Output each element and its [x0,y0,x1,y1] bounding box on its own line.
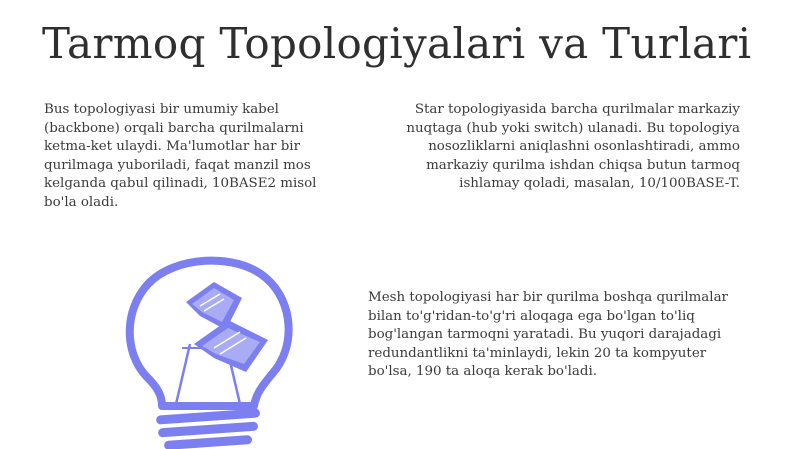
slide-title: Tarmoq Topologiyalari va Turlari [42,19,752,68]
lightbulb-with-book-icon [116,248,326,449]
bus-topology-paragraph: Bus topologiyasi bir umumiy kabel (backbone) orqali barcha qurilmalarni ketma-ket ulaydi. Ma'lumotlar har bir qurilmaga yuboriladi, faqat manzil mos kelganda qabul qilinadi, 10BASE2 misol bo'la oladi. [44,102,317,210]
mesh-topology-paragraph: Mesh topologiyasi har bir qurilma boshqa qurilmalar bilan to'g'ridan-to'g'ri aloqaga ega bo'lgan to'liq bog'langan tarmoqni yaratadi. Bu yuqori darajadagi redundantlikni ta'minlaydi, lekin 20 ta kompyuter bo'lsa, 190 ta aloqa kerak bo'ladi. [368,290,728,380]
star-topology-paragraph: Star topologiyasida barcha qurilmalar markaziy nuqtaga (hub yoki switch) ulanadi. Bu topologiya nosozliklarni aniqlashni osonlashtiradi, ammo markaziy qurilma ishdan chiqsa butun tarmoq ishlamay qoladi, masalan, 10/100BASE-T. [406,102,740,192]
